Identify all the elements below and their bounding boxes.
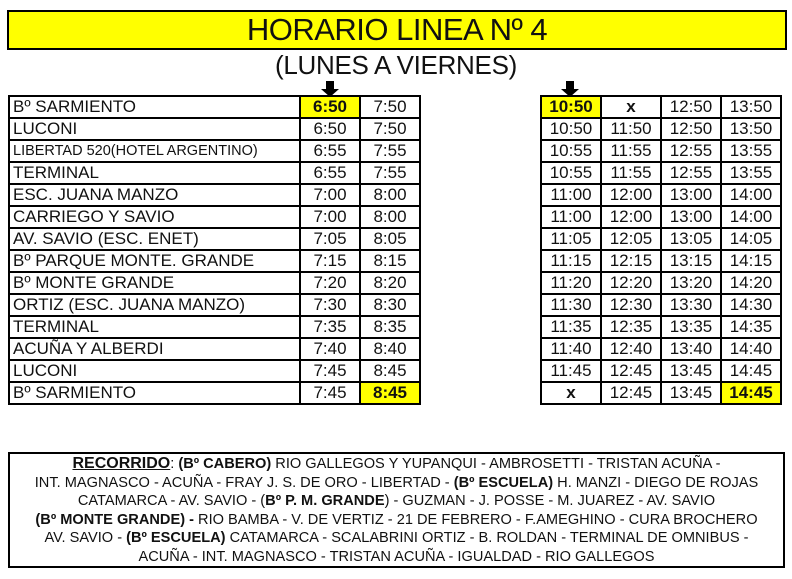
table-row	[9, 294, 420, 316]
table-row	[541, 272, 781, 294]
departure-time: 11:40	[541, 338, 601, 360]
departure-time: 11:45	[541, 360, 601, 382]
route-streets: H. MANZI - DIEGO DE ROJAS	[553, 474, 759, 491]
departure-time: 11:35	[541, 316, 601, 338]
stop-name: ORTIZ (ESC. JUANA MANZO)	[9, 294, 300, 316]
table-row	[541, 140, 781, 162]
departure-time: 12:45	[601, 382, 661, 404]
departure-time: 7:00	[300, 184, 360, 206]
table-row	[9, 382, 420, 404]
departure-time: 12:55	[661, 140, 721, 162]
departure-time: 12:00	[601, 206, 661, 228]
route-neighborhood: (Bº CABERO)	[178, 456, 272, 472]
departure-time: 7:05	[300, 228, 360, 250]
departure-time: 7:45	[300, 382, 360, 404]
departure-time: 13:30	[661, 294, 721, 316]
table-row	[9, 228, 420, 250]
departure-time: 11:15	[541, 250, 601, 272]
route-streets: INT. MAGNASCO - ACUÑA - FRAY J. S. DE ORO - LIBERTAD -	[34, 474, 454, 491]
no-service-mark: x	[541, 382, 601, 404]
stop-name: ACUÑA Y ALBERDI	[9, 338, 300, 360]
departure-time: 10:50	[541, 96, 601, 118]
morning-schedule-table	[8, 95, 421, 405]
departure-time: 13:50	[721, 118, 781, 140]
route-streets: RIO GALLEGOS Y YUPANQUI - AMBROSETTI - TRISTAN ACUÑA -	[271, 456, 721, 472]
departure-time: 14:05	[721, 228, 781, 250]
departure-time: 14:30	[721, 294, 781, 316]
table-row	[541, 338, 781, 360]
departure-time: 12:40	[601, 338, 661, 360]
table-row	[9, 338, 420, 360]
stop-name: LUCONI	[9, 360, 300, 382]
stop-name: TERMINAL	[9, 316, 300, 338]
departure-time: 7:50	[360, 118, 420, 140]
departure-time: 8:20	[360, 272, 420, 294]
stop-name: Bº SARMIENTO	[9, 96, 300, 118]
departure-time: 8:40	[360, 338, 420, 360]
departure-time: 12:00	[601, 184, 661, 206]
departure-time: 8:15	[360, 250, 420, 272]
departure-time: 14:40	[721, 338, 781, 360]
departure-time: 7:55	[360, 162, 420, 184]
departure-time: 7:45	[300, 360, 360, 382]
table-row	[9, 140, 420, 162]
no-service-mark: x	[601, 96, 661, 118]
departure-time: 8:35	[360, 316, 420, 338]
departure-time: 13:00	[661, 206, 721, 228]
departure-time: 6:50	[300, 118, 360, 140]
departure-time: 14:35	[721, 316, 781, 338]
departure-time: 12:35	[601, 316, 661, 338]
departure-time: 13:35	[661, 316, 721, 338]
departure-time: 11:50	[601, 118, 661, 140]
departure-time: 12:15	[601, 250, 661, 272]
table-row	[541, 228, 781, 250]
departure-time: 12:55	[661, 162, 721, 184]
departure-time: 13:45	[661, 360, 721, 382]
table-row	[541, 382, 781, 404]
departure-time: 7:15	[300, 250, 360, 272]
departure-time: 7:30	[300, 294, 360, 316]
table-row	[541, 250, 781, 272]
departure-time: 13:15	[661, 250, 721, 272]
departure-time: 10:50	[541, 118, 601, 140]
departure-time: 11:55	[601, 140, 661, 162]
table-row	[9, 184, 420, 206]
table-row	[541, 360, 781, 382]
departure-time: 13:55	[721, 140, 781, 162]
departure-time: 11:00	[541, 184, 601, 206]
departure-time: 11:05	[541, 228, 601, 250]
table-row	[9, 316, 420, 338]
table-row	[9, 96, 420, 118]
departure-time: 7:20	[300, 272, 360, 294]
route-streets: RIO BAMBA - V. DE VERTIZ - 21 DE FEBRERO - F.AMEGHINO - CURA BROCHERO	[193, 511, 758, 528]
departure-time: 14:20	[721, 272, 781, 294]
route-streets: AV. SAVIO -	[44, 530, 127, 546]
departure-time: 13:55	[721, 162, 781, 184]
departure-time: 13:50	[721, 96, 781, 118]
route-streets: ACUÑA - INT. MAGNASCO - TRISTAN ACUÑA - IGUALDAD - RIO GALLEGOS	[138, 548, 655, 565]
route-neighborhood: (Bº ESCUELA)	[453, 474, 554, 491]
departure-time: 14:15	[721, 250, 781, 272]
departure-time: 13:05	[661, 228, 721, 250]
table-row	[9, 360, 420, 382]
departure-time: 10:55	[541, 140, 601, 162]
table-row	[541, 162, 781, 184]
stop-name: Bº SARMIENTO	[9, 382, 300, 404]
departure-time: 11:00	[541, 206, 601, 228]
departure-time: 14:45	[721, 382, 781, 404]
departure-time: 8:05	[360, 228, 420, 250]
departure-time: 11:55	[601, 162, 661, 184]
route-streets: :	[170, 456, 179, 472]
departure-time: 7:55	[360, 140, 420, 162]
route-line	[10, 548, 783, 567]
stop-name: AV. SAVIO (ESC. ENET)	[9, 228, 300, 250]
route-line	[10, 529, 783, 548]
route-line	[10, 511, 783, 530]
departure-time: 11:30	[541, 294, 601, 316]
departure-time: 14:00	[721, 184, 781, 206]
schedule-title-banner	[7, 10, 787, 50]
departure-time: 10:55	[541, 162, 601, 184]
departure-time: 7:40	[300, 338, 360, 360]
table-row	[541, 206, 781, 228]
route-streets: CATAMARCA - SCALABRINI ORTIZ - B. ROLDAN - TERMINAL DE OMNIBUS -	[225, 530, 749, 546]
schedule-subtitle: (LUNES A VIERNES)	[275, 50, 517, 80]
stop-name: TERMINAL	[9, 162, 300, 184]
stop-name: CARRIEGO Y SAVIO	[9, 206, 300, 228]
stop-name: LIBERTAD 520(HOTEL ARGENTINO)	[9, 140, 300, 162]
table-row	[541, 118, 781, 140]
departure-time: 8:45	[360, 382, 420, 404]
departure-time: 13:45	[661, 382, 721, 404]
stop-name: LUCONI	[9, 118, 300, 140]
departure-time: 8:00	[360, 184, 420, 206]
route-neighborhood: (Bº ESCUELA)	[126, 530, 226, 546]
table-row	[541, 184, 781, 206]
table-row	[9, 118, 420, 140]
departure-time: 13:40	[661, 338, 721, 360]
stop-name: Bº PARQUE MONTE. GRANDE	[9, 250, 300, 272]
route-description-box	[8, 452, 785, 568]
table-row	[9, 250, 420, 272]
departure-time: 7:50	[360, 96, 420, 118]
route-line	[10, 474, 783, 493]
departure-time: 14:00	[721, 206, 781, 228]
route-line	[10, 455, 783, 474]
departure-time: 12:50	[661, 96, 721, 118]
departure-time: 7:35	[300, 316, 360, 338]
departure-time: 11:20	[541, 272, 601, 294]
table-row	[541, 96, 781, 118]
departure-time: 8:30	[360, 294, 420, 316]
route-label: RECORRIDO	[72, 455, 171, 472]
schedule-title: HORARIO LINEA Nº 4	[246, 12, 548, 47]
table-row	[541, 294, 781, 316]
route-neighborhood: (Bº MONTE GRANDE) -	[35, 511, 194, 528]
midday-schedule-table	[540, 95, 782, 405]
stop-name: ESC. JUANA MANZO	[9, 184, 300, 206]
departure-time: 12:30	[601, 294, 661, 316]
departure-time: 6:55	[300, 162, 360, 184]
route-streets: ) - GUZMAN - J. POSSE - M. JUAREZ - AV. SAVIO	[384, 493, 716, 509]
departure-time: 6:55	[300, 140, 360, 162]
table-row	[9, 272, 420, 294]
route-neighborhood: Bº P. M. GRANDE	[265, 493, 385, 509]
stop-name: Bº MONTE GRANDE	[9, 272, 300, 294]
departure-time: 7:00	[300, 206, 360, 228]
departure-time: 12:20	[601, 272, 661, 294]
departure-time: 13:00	[661, 184, 721, 206]
route-streets: CATAMARCA - AV. SAVIO - (	[77, 493, 266, 509]
route-line	[10, 492, 783, 511]
departure-time: 8:00	[360, 206, 420, 228]
departure-time: 6:50	[300, 96, 360, 118]
table-row	[541, 316, 781, 338]
departure-time: 12:50	[661, 118, 721, 140]
departure-time: 14:45	[721, 360, 781, 382]
departure-time: 13:20	[661, 272, 721, 294]
departure-time: 12:05	[601, 228, 661, 250]
departure-time: 8:45	[360, 360, 420, 382]
table-row	[9, 162, 420, 184]
departure-time: 12:45	[601, 360, 661, 382]
table-row	[9, 206, 420, 228]
